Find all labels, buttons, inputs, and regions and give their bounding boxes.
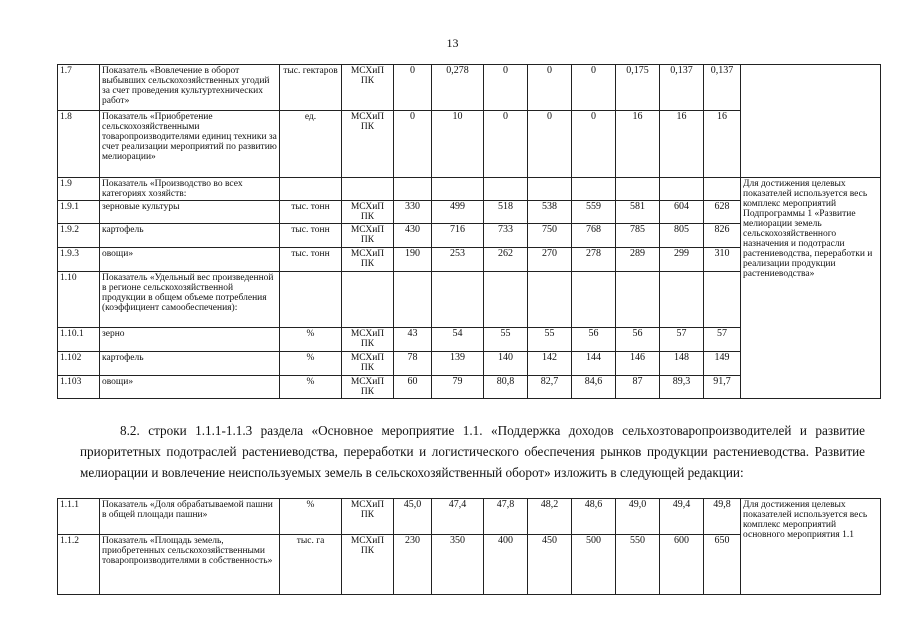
value-cell: 785 [616,224,660,248]
value-cell: 45,0 [394,499,432,535]
value-cell: 0 [484,65,528,111]
value-cell [660,178,704,201]
value-cell: 550 [616,535,660,595]
value-cell: 190 [394,248,432,272]
unit-cell: тыс. гектаров [280,65,342,111]
unit-cell: % [280,376,342,399]
indicators-table-2 [57,498,881,595]
value-cell: 57 [660,328,704,352]
value-cell: 16 [616,111,660,178]
indicator-name-cell: Показатель «Доля обрабатываемой пашни в общей площади пашни» [100,499,280,535]
executor-cell: МСХиП ПК [342,224,394,248]
value-cell: 0 [528,111,572,178]
value-cell [616,272,660,328]
value-cell: 0,137 [660,65,704,111]
value-cell: 278 [572,248,616,272]
value-cell: 262 [484,248,528,272]
value-cell: 47,4 [432,499,484,535]
value-cell: 43 [394,328,432,352]
executor-cell: МСХиП ПК [342,248,394,272]
amendment-paragraph: 8.2. строки 1.1.1-1.1.3 раздела «Основное мероприятие 1.1. «Поддержка доходов сельхозтоваропроизводителей и развитие приоритетных подотраслей растениеводства, переработки и логистического обеспечения рынков продукции растениеводства. Развитие мелиорации и вовлечение неиспользуемых земель в сельскохозяйственный оборот» изложить в следующей редакции: [80,423,865,480]
indicator-name-cell: Показатель «Удельный вес произведенной в регионе сельскохозяйственной продукции в общем объеме потребления (коэффициент самообеспечения): [100,272,280,328]
executor-cell: МСХиП ПК [342,376,394,399]
value-cell: 87 [616,376,660,399]
row-number-cell: 1.9 [58,178,100,201]
table-row [58,111,881,178]
value-cell: 148 [660,352,704,376]
value-cell: 230 [394,535,432,595]
indicator-name-cell: Показатель «Площадь земель, приобретенных сельскохозяйственными товаропроизводителями в собственность» [100,535,280,595]
row-number-cell: 1.103 [58,376,100,399]
indicator-name-cell: Показатель «Приобретение сельскохозяйственными товаропроизводителями единиц техники за счет реализации мероприятий по развитию мелиорации» [100,111,280,178]
row-number-cell: 1.1.1 [58,499,100,535]
unit-cell: тыс. тонн [280,224,342,248]
value-cell [528,272,572,328]
value-cell [616,178,660,201]
value-cell: 54 [432,328,484,352]
value-cell: 826 [704,224,741,248]
value-cell: 60 [394,376,432,399]
value-cell: 0 [528,65,572,111]
value-cell: 55 [528,328,572,352]
table-row [58,65,881,111]
value-cell [660,272,704,328]
value-cell: 0 [484,111,528,178]
value-cell: 400 [484,535,528,595]
value-cell: 10 [432,111,484,178]
value-cell: 499 [432,201,484,224]
value-cell: 49,8 [704,499,741,535]
value-cell: 805 [660,224,704,248]
value-cell: 0 [394,65,432,111]
value-cell: 559 [572,201,616,224]
value-cell [572,178,616,201]
value-cell [572,272,616,328]
value-cell: 299 [660,248,704,272]
indicator-name-cell: овощи» [100,248,280,272]
note-cell-empty [741,111,881,178]
value-cell: 47,8 [484,499,528,535]
value-cell: 0 [572,111,616,178]
indicator-name-cell: Показатель «Вовлечение в оборот выбывших сельскохозяйственных угодий за счет проведения культуртехнических работ» [100,65,280,111]
row-number-cell: 1.9.2 [58,224,100,248]
value-cell: 450 [528,535,572,595]
indicators-table [57,64,881,399]
value-cell: 750 [528,224,572,248]
value-cell: 604 [660,201,704,224]
row-number-cell: 1.9.3 [58,248,100,272]
indicator-name-cell: картофель [100,352,280,376]
executor-cell: МСХиП ПК [342,111,394,178]
value-cell: 0,175 [616,65,660,111]
executor-cell: МСХиП ПК [342,328,394,352]
value-cell [432,272,484,328]
executor-cell: МСХиП ПК [342,65,394,111]
value-cell: 518 [484,201,528,224]
value-cell: 600 [660,535,704,595]
unit-cell: % [280,499,342,535]
value-cell: 733 [484,224,528,248]
value-cell: 149 [704,352,741,376]
note-cell: Для достижения целевых показателей используется весь комплекс мероприятий основного мероприятия 1.1 [741,499,881,595]
value-cell: 140 [484,352,528,376]
value-cell: 500 [572,535,616,595]
value-cell [484,272,528,328]
value-cell: 628 [704,201,741,224]
value-cell: 49,0 [616,499,660,535]
indicator-name-cell: овощи» [100,376,280,399]
unit-cell: % [280,328,342,352]
unit-cell [280,178,342,201]
page-number: 13 [446,36,459,50]
value-cell: 650 [704,535,741,595]
value-cell: 430 [394,224,432,248]
unit-cell: тыс. га [280,535,342,595]
value-cell [394,272,432,328]
value-cell: 310 [704,248,741,272]
row-number-cell: 1.8 [58,111,100,178]
value-cell: 82,7 [528,376,572,399]
value-cell: 55 [484,328,528,352]
value-cell: 144 [572,352,616,376]
value-cell: 16 [704,111,741,178]
unit-cell: тыс. тонн [280,248,342,272]
value-cell: 56 [572,328,616,352]
table-row [58,178,881,201]
value-cell: 48,2 [528,499,572,535]
value-cell: 0 [394,111,432,178]
indicator-name-cell: зерно [100,328,280,352]
value-cell: 0 [572,65,616,111]
value-cell: 0,137 [704,65,741,111]
row-number-cell: 1.102 [58,352,100,376]
value-cell: 79 [432,376,484,399]
value-cell: 78 [394,352,432,376]
value-cell: 253 [432,248,484,272]
executor-cell [342,178,394,201]
value-cell: 768 [572,224,616,248]
unit-cell: ед. [280,111,342,178]
unit-cell: тыс. тонн [280,201,342,224]
indicator-name-cell: Показатель «Производство во всех категориях хозяйств: [100,178,280,201]
value-cell [704,178,741,201]
value-cell [394,178,432,201]
executor-cell: МСХиП ПК [342,535,394,595]
value-cell: 330 [394,201,432,224]
table-row [58,499,881,535]
value-cell: 57 [704,328,741,352]
row-number-cell: 1.7 [58,65,100,111]
value-cell: 49,4 [660,499,704,535]
value-cell [432,178,484,201]
value-cell: 16 [660,111,704,178]
executor-cell: МСХиП ПК [342,499,394,535]
value-cell: 139 [432,352,484,376]
value-cell: 350 [432,535,484,595]
value-cell: 89,3 [660,376,704,399]
value-cell: 581 [616,201,660,224]
value-cell: 0,278 [432,65,484,111]
value-cell [528,178,572,201]
value-cell: 56 [616,328,660,352]
row-number-cell: 1.10 [58,272,100,328]
note-cell-empty [741,65,881,111]
value-cell: 80,8 [484,376,528,399]
row-number-cell: 1.10.1 [58,328,100,352]
indicator-name-cell: зерновые культуры [100,201,280,224]
unit-cell [280,272,342,328]
executor-cell: МСХиП ПК [342,201,394,224]
executor-cell: МСХиП ПК [342,352,394,376]
note-cell: Для достижения целевых показателей используется весь комплекс мероприятий Подпрограммы 1 «Развитие мелиорации земель сельскохозяйственного назначения и подотрасли растениеводства, переработки и реализации продукции растениеводства» [741,178,881,399]
value-cell: 289 [616,248,660,272]
unit-cell: % [280,352,342,376]
value-cell [484,178,528,201]
value-cell: 146 [616,352,660,376]
value-cell: 84,6 [572,376,616,399]
indicator-name-cell: картофель [100,224,280,248]
value-cell: 91,7 [704,376,741,399]
value-cell: 538 [528,201,572,224]
value-cell: 716 [432,224,484,248]
value-cell: 48,6 [572,499,616,535]
value-cell: 270 [528,248,572,272]
value-cell: 142 [528,352,572,376]
value-cell [704,272,741,328]
executor-cell [342,272,394,328]
row-number-cell: 1.1.2 [58,535,100,595]
row-number-cell: 1.9.1 [58,201,100,224]
